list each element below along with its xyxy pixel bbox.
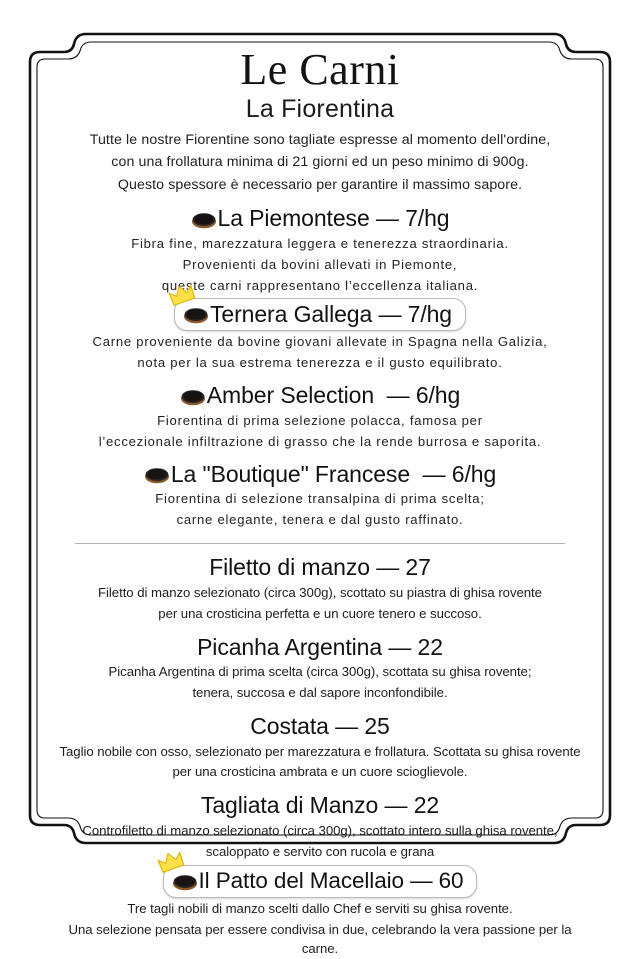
menu-item xyxy=(50,460,590,531)
menu-item-description-line: Tre tagli nobili di manzo scelti dallo Chef e serviti su ghisa rovente. xyxy=(50,899,590,919)
featured-highlight-box[interactable] xyxy=(174,298,466,332)
menu-item-description-line: Controfiletto di manzo selezionato (circa 300g), scottato intero sulla ghisa rovente, xyxy=(50,821,590,841)
menu-item-description-line: Provenienti da bovini allevati in Piemonte, xyxy=(50,255,590,275)
menu-item-description-line: l’eccezionale infiltrazione di grasso che la rende burrosa e saporita. xyxy=(50,432,590,452)
menu-item-description-line: Picanha Argentina di prima scelta (circa 300g), scottata su ghisa rovente; xyxy=(50,662,590,682)
section-fiorentine xyxy=(50,204,590,530)
menu-item-description-line: carne elegante, tenera e dal gusto raffinato. xyxy=(50,510,590,530)
menu-item-header xyxy=(50,460,590,489)
menu-item-name: Ternera Gallega — 7/hg xyxy=(210,300,452,329)
menu-item-name: Costata — 25 xyxy=(250,712,389,741)
menu-item-description-line: per una crosticina ambrata e un cuore scioglievole. xyxy=(50,762,590,782)
menu-item xyxy=(50,381,590,452)
intro-line-2: con una frollatura minima di 21 giorni ed un peso minimo di 900g. xyxy=(50,151,590,173)
menu-item-description-line: nota per la sua estrema tenerezza e il gusto equilibrato. xyxy=(50,353,590,373)
menu-item-header xyxy=(50,204,590,233)
menu-item xyxy=(50,204,590,295)
menu-item-header-featured xyxy=(50,298,590,332)
menu-content xyxy=(24,28,616,873)
menu-item-header xyxy=(50,712,590,741)
pan-icon xyxy=(183,306,209,324)
pan-icon xyxy=(144,466,170,484)
section-title-fiorentina: La Fiorentina xyxy=(50,95,590,124)
pan-icon xyxy=(180,388,206,406)
featured-highlight-box[interactable] xyxy=(163,865,478,898)
menu-item-name: Tagliata di Manzo — 22 xyxy=(201,791,439,820)
menu-item-name: Picanha Argentina — 22 xyxy=(197,633,443,662)
menu-item-description-line: Una selezione pensata per essere condivisa in due, celebrando la vera passione per la carne. xyxy=(50,920,590,959)
menu-item-header xyxy=(50,553,590,582)
intro-line-3: Questo spessore è necessario per garantire il massimo sapore. xyxy=(50,174,590,196)
menu-item xyxy=(50,553,590,623)
menu-item-description-line: Filetto di manzo selezionato (circa 300g), scottato su piastra di ghisa rovente xyxy=(50,583,590,603)
menu-item-header-featured xyxy=(50,865,590,898)
page-title: Le Carni xyxy=(50,48,590,93)
menu-item-description-line: per una crosticina perfetta e un cuore tenero e succoso. xyxy=(50,604,590,624)
menu-item-description-line: scaloppato e servito con rucola e grana xyxy=(50,842,590,862)
pan-icon xyxy=(172,873,198,891)
menu-item-description-line: tenera, succosa e dal sapore inconfondibile. xyxy=(50,683,590,703)
menu-item xyxy=(50,633,590,703)
menu-item-header xyxy=(50,633,590,662)
menu-item-description-line: Fiorentina di selezione transalpina di prima scelta; xyxy=(50,489,590,509)
menu-item-name: Il Patto del Macellaio — 60 xyxy=(199,867,464,895)
menu-item-name: Filetto di manzo — 27 xyxy=(209,553,431,582)
menu-item-description-line: Taglio nobile con osso, selezionato per marezzatura e frollatura. Scottata su ghisa rovente xyxy=(50,742,590,762)
menu-item-description-line: Fiorentina di prima selezione polacca, famosa per xyxy=(50,411,590,431)
menu-item-header xyxy=(50,381,590,410)
menu-item-name: Amber Selection — 6/hg xyxy=(207,381,460,410)
menu-item xyxy=(50,865,590,959)
menu-item xyxy=(50,298,590,374)
menu-item-name: La Piemontese — 7/hg xyxy=(218,204,450,233)
pan-icon xyxy=(191,211,217,229)
menu-item-name: La "Boutique" Francese — 6/hg xyxy=(171,460,496,489)
section-secondi xyxy=(50,553,590,959)
section-divider xyxy=(75,543,565,544)
menu-item xyxy=(50,712,590,782)
menu-frame xyxy=(24,28,616,873)
menu-item-description-line: Fibra fine, marezzatura leggera e tenerezza straordinaria. xyxy=(50,234,590,254)
menu-item-description-line: queste carni rappresentano l’eccellenza italiana. xyxy=(50,276,590,296)
menu-item-header xyxy=(50,791,590,820)
intro-line-1: Tutte le nostre Fiorentine sono tagliate espresse al momento dell'ordine, xyxy=(50,129,590,151)
menu-item-description-line: Carne proveniente da bovine giovani allevate in Spagna nella Galizia, xyxy=(50,332,590,352)
menu-item xyxy=(50,791,590,861)
